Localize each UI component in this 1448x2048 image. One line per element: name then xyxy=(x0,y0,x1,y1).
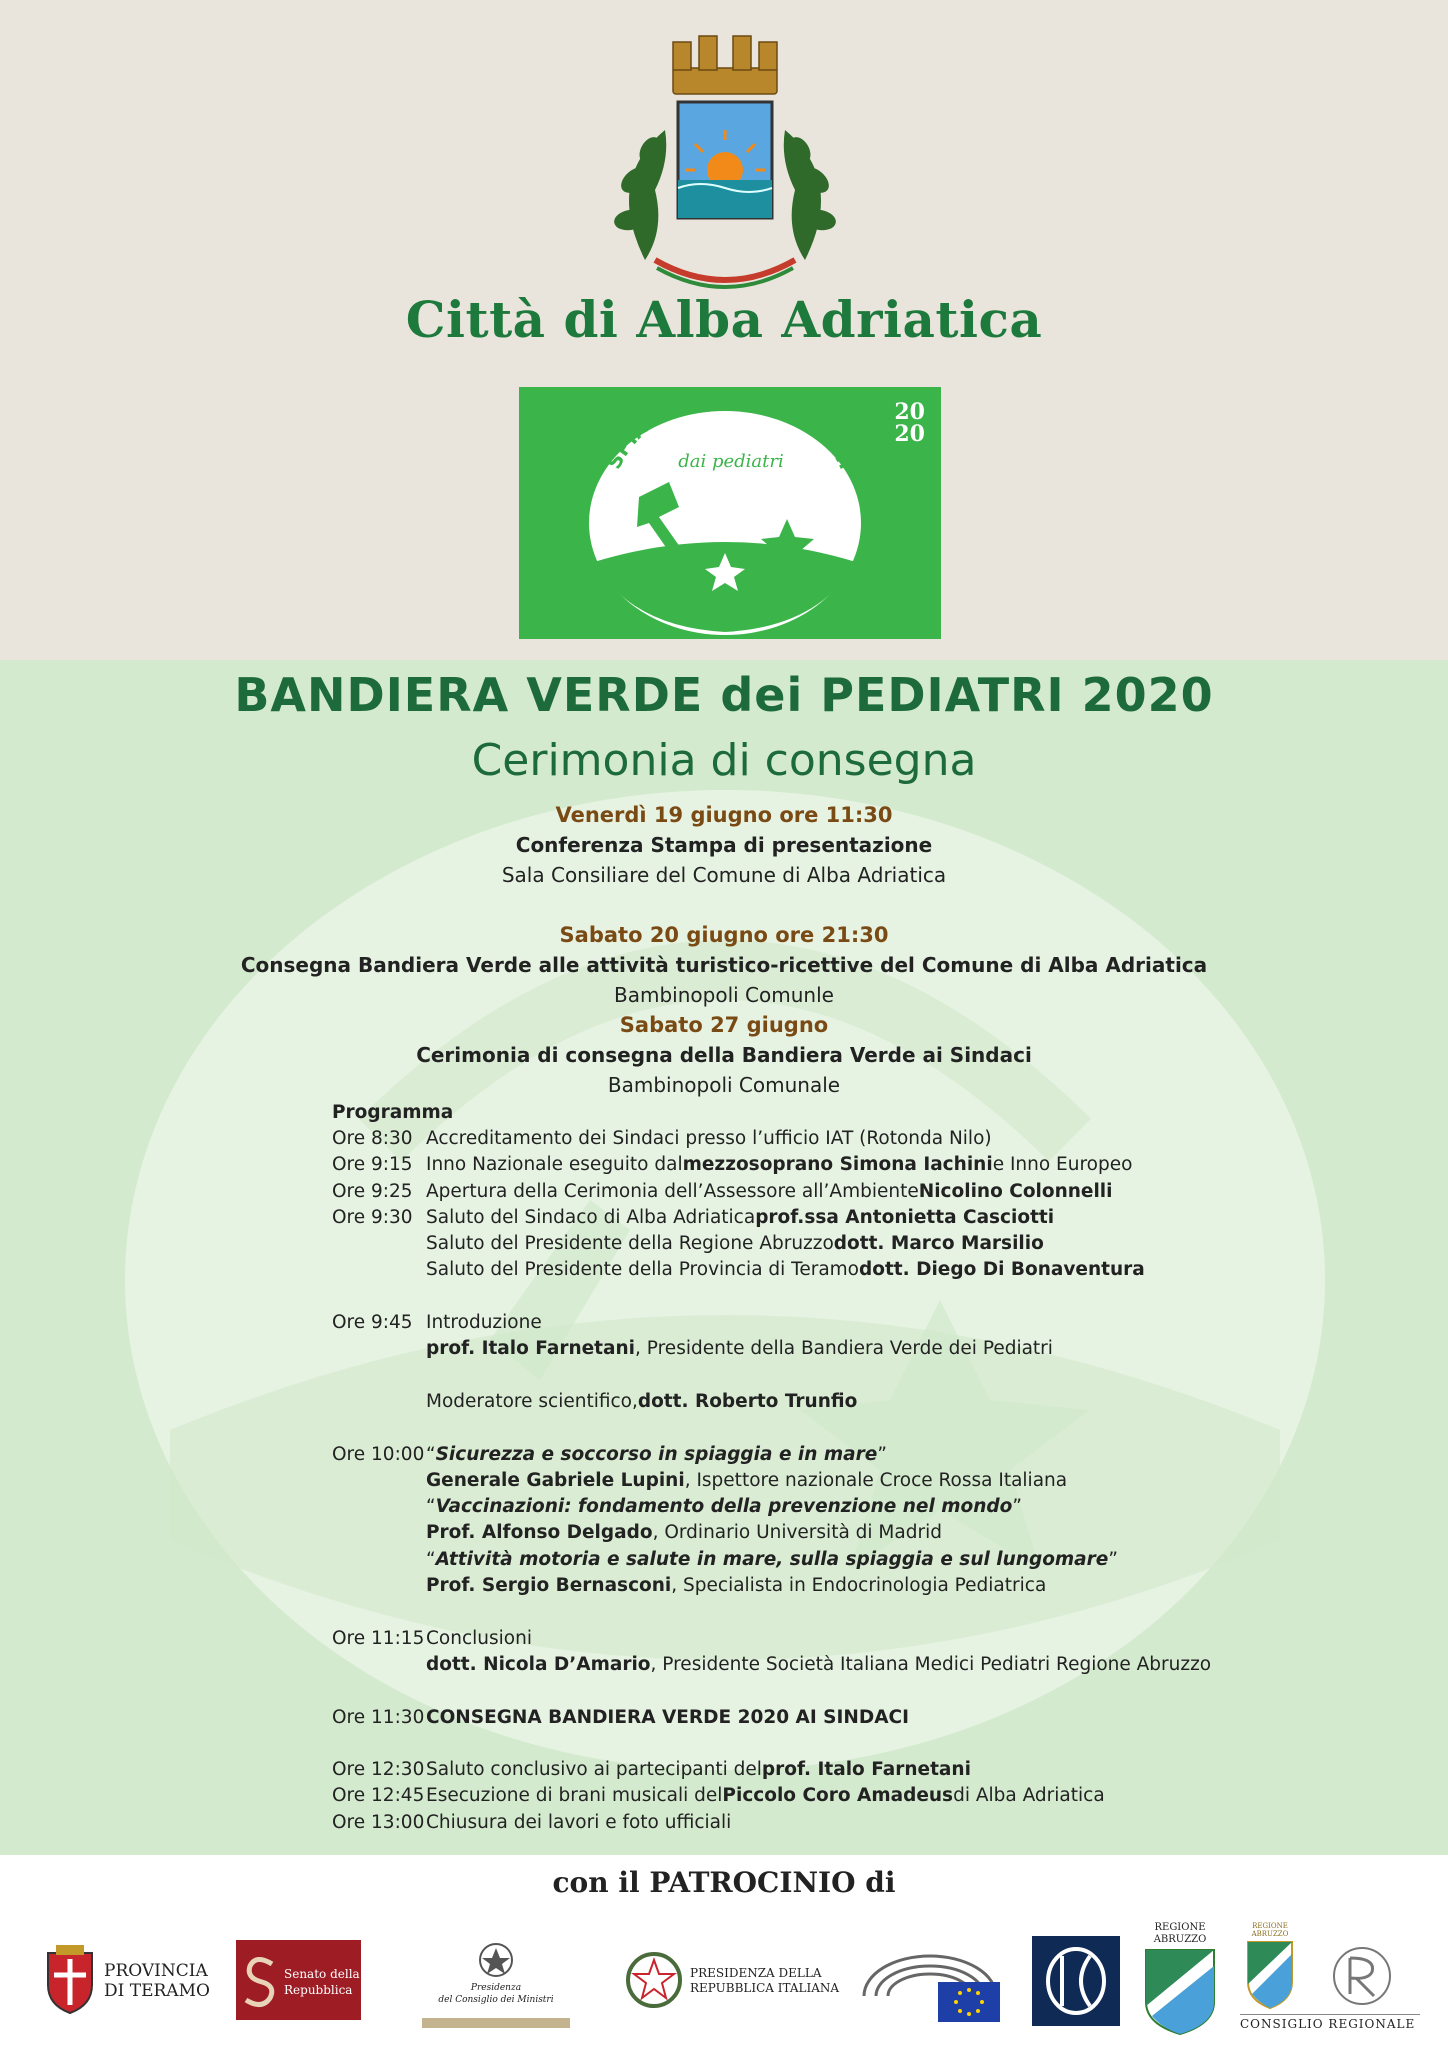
parliament-eu-icon xyxy=(858,1940,1002,2022)
repubblica-emblem-icon xyxy=(622,1948,686,2014)
event-3-title: Cerimonia di consegna della Bandiera Verde ai Sindaci xyxy=(416,1043,1032,1067)
flag-year-top: 20 xyxy=(894,399,925,425)
regione-line-1: REGIONE xyxy=(1154,1922,1206,1933)
logo-provincia-teramo xyxy=(42,1945,217,2015)
program-row: Prof. Alfonso Delgado , Ordinario Università di Madrid xyxy=(426,1522,942,1544)
presidenza-line-2: REPUBBLICA ITALIANA xyxy=(690,1981,840,1995)
provincia-line-2: DI TERAMO xyxy=(104,1981,210,2001)
logo-camera xyxy=(1032,1936,1120,2026)
program-row: dott. Nicola D’Amario , Presidente Società Italiana Medici Pediatri Regione Abruzzo xyxy=(426,1653,1212,1675)
logo-parlamento-europeo xyxy=(858,1940,1002,2022)
event-3-date: Sabato 27 giugno xyxy=(619,1013,829,1037)
program-row: “ Vaccinazioni: fondamento della prevenzione nel mondo ” xyxy=(426,1496,1022,1518)
provincia-shield-icon xyxy=(42,1945,98,2015)
regione-shield-icon xyxy=(1142,1946,1218,2036)
program-list xyxy=(332,1100,1392,1836)
event-2-title: Consegna Bandiera Verde alle attività turistico-ricettive del Comune di Alba Adriatica xyxy=(240,953,1208,977)
logo-regione-abruzzo xyxy=(1142,1922,1218,2038)
event-1-date: Venerdì 19 giugno ore 11:30 xyxy=(555,803,893,827)
patrocinio-title: con il PATROCINIO di xyxy=(552,1866,896,1899)
logo-presidenza-repubblica xyxy=(622,1948,842,2014)
regione-line-2: ABRUZZO xyxy=(1153,1934,1207,1945)
green-flag-logo xyxy=(519,387,941,639)
program-row: Saluto del Presidente della Provincia di Teramo dott. Diego Di Bonaventura xyxy=(426,1259,1145,1281)
program-row: Generale Gabriele Lupini , Ispettore nazionale Croce Rossa Italiana xyxy=(426,1469,1068,1491)
event-1-place: Sala Consiliare del Comune di Alba Adriatica xyxy=(501,863,947,887)
program-row: Prof. Sergio Bernasconi , Specialista in Endocrinologia Pediatrica xyxy=(426,1575,1047,1597)
event-1-title: Conferenza Stampa di presentazione xyxy=(515,833,933,857)
flag-year xyxy=(894,401,925,445)
program-row: Ore 9:15 Inno Nazionale eseguito dal mezzosoprano Simona Iachini e Inno Europeo xyxy=(332,1154,1133,1176)
camera-monogram-icon xyxy=(1032,1936,1120,2026)
senato-line-2: Repubblica xyxy=(284,1983,353,1997)
flag-arc-text: SPIAGGIA PER I BAMBINI xyxy=(601,387,859,473)
logo-consiglio-regionale xyxy=(1240,1922,1420,2032)
logo-senato xyxy=(236,1940,361,2020)
senato-line-1: Senato della xyxy=(284,1967,360,1981)
program-row: prof. Italo Farnetani , Presidente della Bandiera Verde dei Pediatri xyxy=(426,1338,1053,1360)
cons-reg-top-2: ABRUZZO xyxy=(1251,1930,1289,1938)
emblem-icon xyxy=(422,1940,570,1980)
program-row: Ore 9:30 Saluto del Sindaco di Alba Adriatica prof.ssa Antonietta Casciotti xyxy=(332,1206,1055,1228)
program-row: Ore 12:45 Esecuzione di brani musicali del Piccolo Coro Amadeus di Alba Adriatica xyxy=(332,1785,1105,1807)
provincia-line-1: PROVINCIA xyxy=(104,1961,208,1981)
presidenza-line-1: PRESIDENZA DELLA xyxy=(690,1966,822,1980)
city-title: Città di Alba Adriatica xyxy=(405,290,1043,349)
consiglio-line-1: Presidenza xyxy=(470,1983,522,1993)
consiglio-underline xyxy=(422,2018,570,2028)
event-2-place: Bambinopoli Comunle xyxy=(614,983,834,1007)
consiglio-regionale-label: CONSIGLIO REGIONALE xyxy=(1240,2014,1420,2031)
program-row: Ore 12:30 Saluto conclusivo ai partecipanti del prof. Italo Farnetani xyxy=(332,1759,971,1781)
program-row: Ore 11:30 CONSEGNA BANDIERA VERDE 2020 AI SINDACI xyxy=(332,1706,909,1728)
beach-logo-icon xyxy=(519,387,941,639)
main-title: BANDIERA VERDE dei PEDIATRI 2020 xyxy=(234,668,1214,722)
program-row: Ore 9:25 Apertura della Cerimonia dell’Assessore all’Ambiente Nicolino Colonnelli xyxy=(332,1180,1113,1202)
consiglio-line-2: del Consiglio dei Ministri xyxy=(438,1995,554,2005)
cons-reg-top-1: REGIONE xyxy=(1252,1922,1288,1930)
sub-title: Cerimonia di consegna xyxy=(471,735,977,786)
program-row: Ore 11:15 Conclusioni xyxy=(332,1627,532,1649)
program-row: Ore 10:00 “ Sicurezza e soccorso in spiaggia e in mare ” xyxy=(332,1443,887,1465)
logo-consiglio-ministri xyxy=(422,1940,570,2030)
program-row: Ore 9:45 Introduzione xyxy=(332,1312,542,1334)
program-row: Moderatore scientifico, dott. Roberto Trunfio xyxy=(426,1390,858,1412)
event-2-date: Sabato 20 giugno ore 21:30 xyxy=(559,923,889,947)
senato-s-icon xyxy=(236,1940,282,2020)
program-row: Saluto del Presidente della Regione Abruzzo dott. Marco Marsilio xyxy=(426,1233,1044,1255)
program-row: “ Attività motoria e salute in mare, sulla spiaggia e sul lungomare ” xyxy=(426,1548,1118,1570)
flag-inner-text: dai pediatri xyxy=(678,451,784,472)
program-row: Ore 8:30 Accreditamento dei Sindaci presso l’ufficio IAT (Rotonda Nilo) xyxy=(332,1128,992,1149)
city-crest-icon xyxy=(595,30,855,300)
consiglio-regionale-icon xyxy=(1240,1938,1420,2018)
program-row: Ore 13:00 Chiusura dei lavori e foto ufficiali xyxy=(332,1811,732,1833)
events-list xyxy=(0,800,1448,1100)
event-3-place: Bambinopoli Comunale xyxy=(607,1073,841,1097)
flag-year-bottom: 20 xyxy=(894,421,925,447)
program-header: Programma xyxy=(332,1102,454,1123)
